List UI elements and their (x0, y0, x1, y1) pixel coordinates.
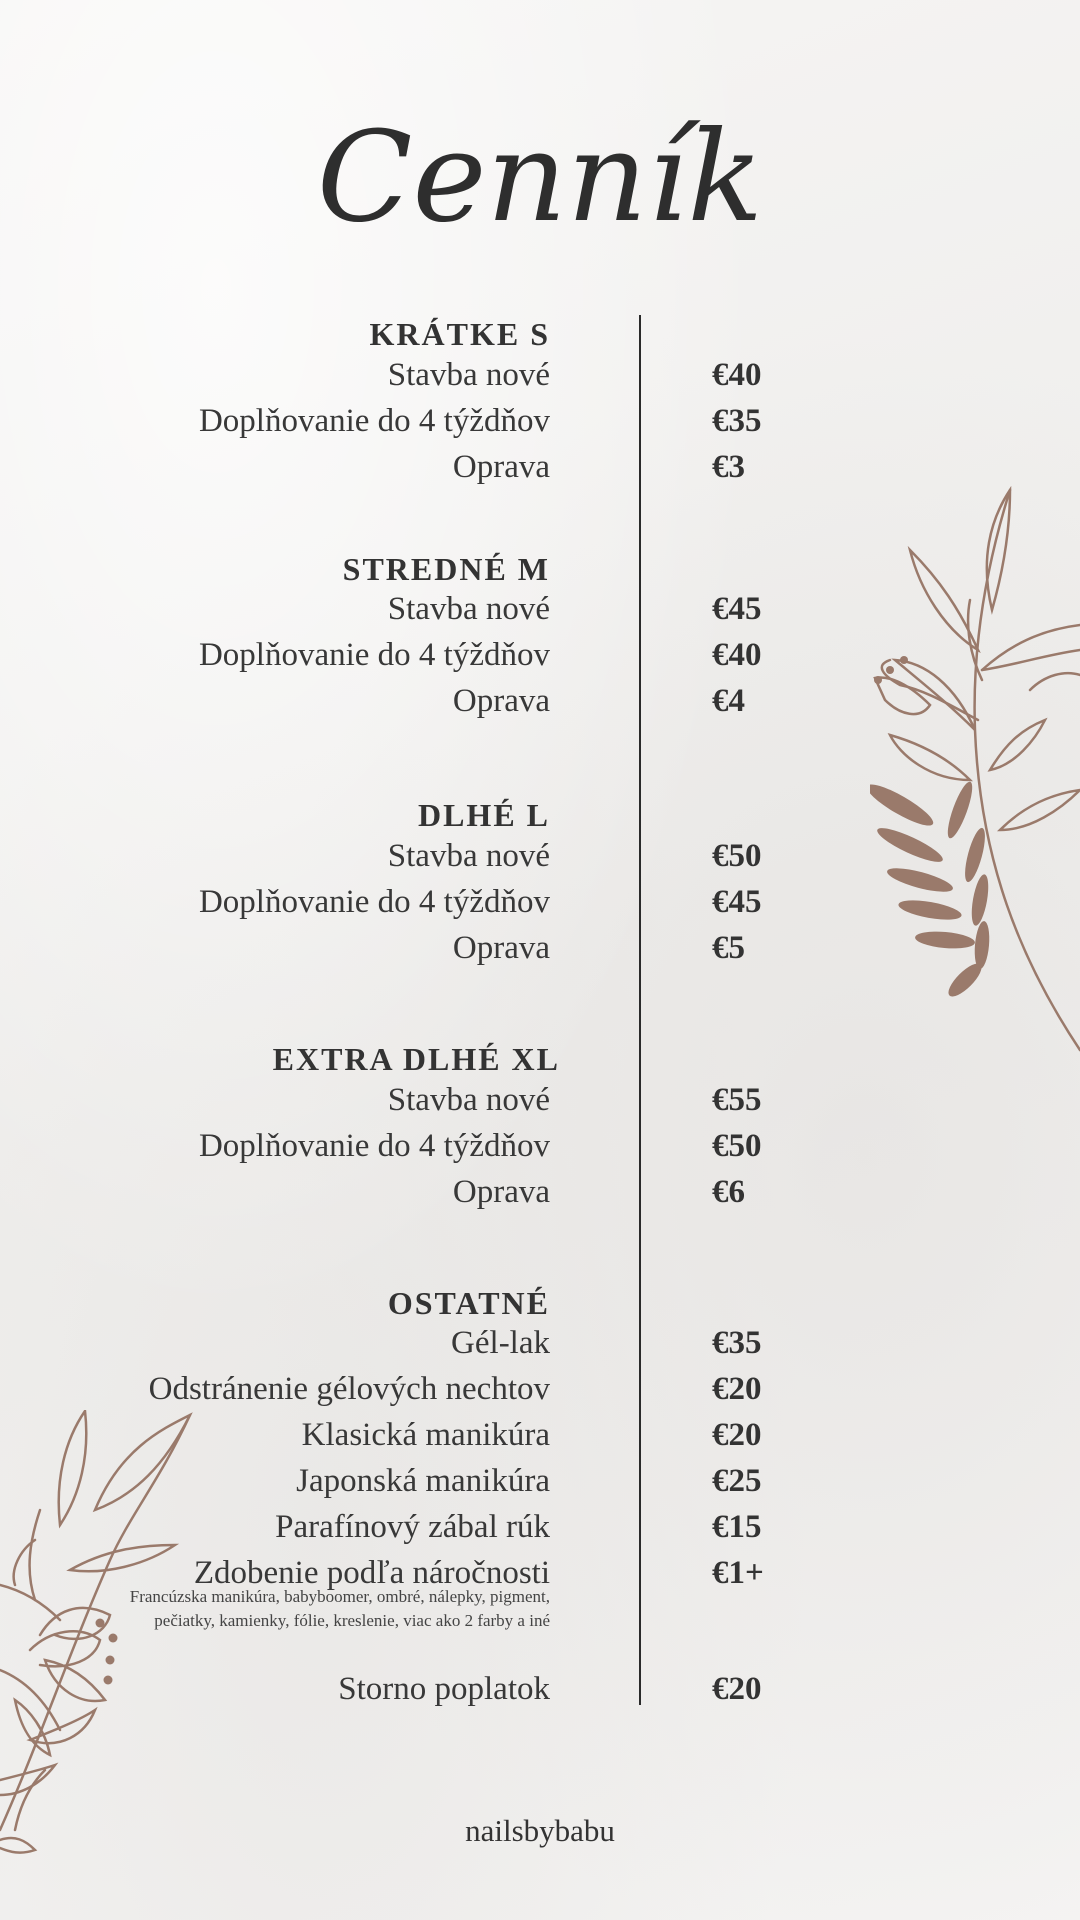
service-name: Stavba nové (387, 1082, 550, 1118)
section-heading-extra-dlhe-xl: EXTRA DLHÉ XL (272, 1041, 560, 1077)
floral-decoration-left-icon (0, 1410, 200, 1860)
service-name: Stavba nové (387, 357, 550, 393)
service-price: €25 (712, 1463, 762, 1499)
service-name: Japonská manikúra (296, 1463, 550, 1499)
brand-footer: nailsbybabu (465, 1813, 615, 1848)
service-name: Parafínový zábal rúk (275, 1509, 550, 1545)
price-row (0, 398, 1080, 444)
service-price: €4 (712, 683, 745, 719)
service-price: €15 (712, 1509, 762, 1545)
service-name: Doplňovanie do 4 týždňov (198, 884, 550, 920)
price-row (0, 1366, 1080, 1412)
title-text: Cenník (316, 105, 764, 250)
service-name: Oprava (452, 930, 550, 966)
service-name: Odstránenie gélových nechtov (148, 1371, 550, 1407)
service-name: Gél-lak (451, 1325, 550, 1361)
price-row (0, 1320, 1080, 1366)
service-price: €35 (712, 1325, 762, 1361)
service-name: Stavba nové (387, 591, 550, 627)
price-row (0, 352, 1080, 398)
service-price: €1+ (712, 1555, 764, 1591)
service-price: €40 (712, 637, 762, 673)
service-price: €20 (712, 1371, 762, 1407)
decoration-note: Francúzska manikúra, babyboomer, ombré, nálepky, pigment, pečiatky, kamienky, fólie, kreslenie, viac ako 2 farby a iné (129, 1587, 550, 1630)
service-name: Klasická manikúra (301, 1417, 550, 1453)
page-title (0, 55, 1080, 255)
service-name: Oprava (452, 449, 550, 485)
section-heading-stredne-m: STREDNÉ M (342, 551, 550, 587)
price-row (0, 1077, 1080, 1123)
service-price: €40 (712, 357, 762, 393)
price-row (0, 1123, 1080, 1169)
service-name: Doplňovanie do 4 týždňov (198, 403, 550, 439)
section-heading-dlhe-l: DLHÉ L (417, 797, 550, 833)
service-name: Doplňovanie do 4 týždňov (198, 1128, 550, 1164)
service-price: €50 (712, 1128, 762, 1164)
service-price: €20 (712, 1671, 762, 1707)
service-price: €55 (712, 1082, 762, 1118)
service-price: €45 (712, 591, 762, 627)
service-price: €45 (712, 884, 762, 920)
service-price: €50 (712, 838, 762, 874)
floral-decoration-right-icon (870, 480, 1080, 1060)
service-price: €20 (712, 1417, 762, 1453)
service-name: Oprava (452, 1174, 550, 1210)
section-heading-kratke-s: KRÁTKE S (369, 316, 550, 352)
service-price: €35 (712, 403, 762, 439)
service-price: €5 (712, 930, 745, 966)
service-name: Stavba nové (387, 838, 550, 874)
service-name: Storno poplatok (338, 1671, 550, 1707)
service-name: Oprava (452, 683, 550, 719)
section-heading-ostatne: OSTATNÉ (387, 1285, 550, 1321)
service-price: €3 (712, 449, 745, 485)
service-name: Zdobenie podľa náročnosti (193, 1555, 550, 1591)
service-name: Doplňovanie do 4 týždňov (198, 637, 550, 673)
service-price: €6 (712, 1174, 745, 1210)
price-row (0, 1169, 1080, 1215)
